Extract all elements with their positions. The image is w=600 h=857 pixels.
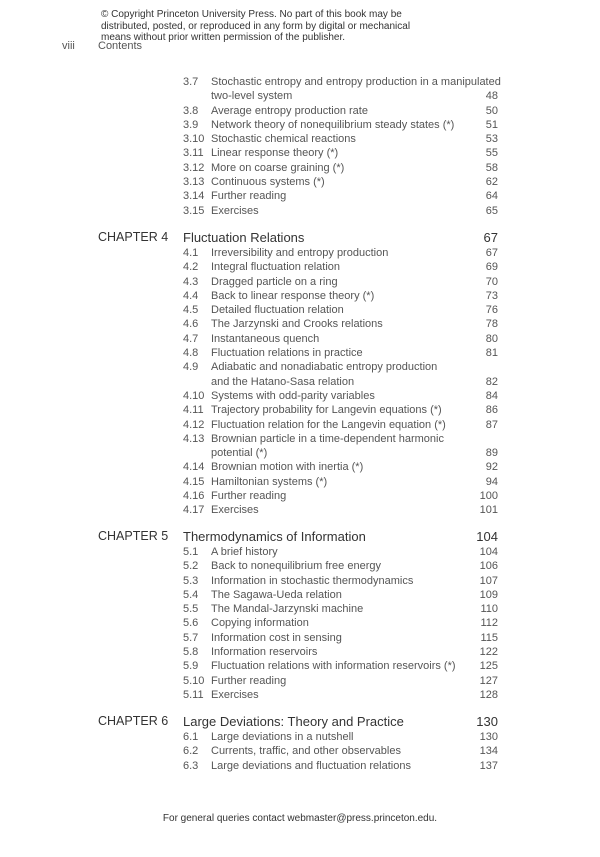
section-title: Information reservoirs bbox=[211, 646, 318, 659]
toc-entry bbox=[98, 602, 498, 616]
section-title: The Jarzynski and Crooks relations bbox=[211, 318, 383, 331]
section-title: Large deviations and fluctuation relations bbox=[211, 759, 411, 772]
section-page: 64 bbox=[485, 190, 498, 203]
section-title: Linear response theory (*) bbox=[211, 147, 339, 160]
toc-block bbox=[98, 714, 498, 773]
section-page: 106 bbox=[479, 560, 498, 573]
section-title: Brownian particle in a time-dependent harmonic bbox=[211, 432, 444, 445]
section-number: 4.2 bbox=[183, 261, 199, 274]
section-page: 104 bbox=[479, 546, 498, 558]
copyright-line: distributed, posted, or reproduced in any form by digital or mechanical bbox=[101, 20, 411, 32]
section-number: 3.15 bbox=[183, 204, 205, 217]
toc-entry bbox=[98, 204, 498, 218]
section-title: Hamiltonian systems (*) bbox=[211, 475, 328, 488]
section-page: 87 bbox=[485, 418, 498, 431]
toc-entry bbox=[98, 118, 498, 132]
section-page: 73 bbox=[485, 289, 498, 302]
toc-entry bbox=[98, 559, 498, 573]
section-page: 58 bbox=[485, 161, 498, 174]
section-title: Information in stochastic thermodynamics bbox=[211, 574, 414, 587]
section-title: Further reading bbox=[211, 190, 287, 203]
section-page: 122 bbox=[479, 646, 498, 659]
section-title: Brownian motion with inertia (*) bbox=[211, 461, 364, 474]
section-number: 3.10 bbox=[183, 133, 205, 146]
toc-entry bbox=[98, 432, 498, 446]
section-number: 4.8 bbox=[183, 347, 199, 360]
section-title: More on coarse graining (*) bbox=[211, 161, 345, 174]
toc-entry bbox=[98, 289, 498, 303]
section-number: 5.3 bbox=[183, 574, 199, 587]
section-page: 110 bbox=[480, 603, 498, 616]
section-title: Large deviations in a nutshell bbox=[211, 731, 354, 743]
section-page: 92 bbox=[485, 461, 498, 474]
chapter-label: CHAPTER 6 bbox=[98, 714, 169, 728]
section-number: 4.3 bbox=[183, 275, 199, 288]
section-number: 3.12 bbox=[183, 161, 205, 174]
toc-block bbox=[98, 75, 501, 218]
section-number: 4.17 bbox=[183, 504, 205, 517]
section-page: 65 bbox=[485, 204, 498, 217]
section-title: potential (*) bbox=[211, 447, 268, 460]
toc-entry bbox=[98, 332, 498, 346]
section-page: 80 bbox=[485, 332, 498, 345]
toc-entry bbox=[98, 545, 498, 559]
section-number: 4.13 bbox=[183, 432, 205, 445]
section-number: 4.5 bbox=[183, 304, 199, 317]
chapter-heading bbox=[98, 529, 498, 545]
section-page: 81 bbox=[485, 347, 498, 360]
section-number: 4.4 bbox=[183, 289, 199, 302]
toc-entry bbox=[98, 730, 498, 744]
section-page: 84 bbox=[485, 389, 498, 402]
section-title: Currents, traffic, and other observables bbox=[211, 745, 401, 758]
section-number: 6.1 bbox=[183, 731, 199, 743]
section-title: Information cost in sensing bbox=[211, 631, 342, 644]
section-title: Network theory of nonequilibrium steady states (*) bbox=[211, 118, 455, 131]
section-number: 3.13 bbox=[183, 176, 205, 189]
section-page: 48 bbox=[485, 90, 498, 103]
section-number: 3.7 bbox=[183, 76, 199, 88]
toc-entry bbox=[98, 588, 498, 602]
section-page: 101 bbox=[479, 504, 498, 517]
chapter-page: 67 bbox=[483, 230, 498, 245]
section-title: Continuous systems (*) bbox=[211, 176, 325, 189]
toc-entry bbox=[98, 104, 498, 118]
section-title: Exercises bbox=[211, 688, 259, 701]
section-number: 5.5 bbox=[183, 603, 199, 616]
toc-entry bbox=[98, 489, 498, 503]
toc-entry bbox=[98, 375, 498, 389]
chapter-label: CHAPTER 4 bbox=[98, 230, 169, 244]
toc-entry bbox=[98, 460, 498, 474]
section-page: 137 bbox=[479, 759, 498, 772]
toc-entry bbox=[98, 132, 498, 146]
toc-entry bbox=[98, 446, 498, 460]
section-title: Adiabatic and nonadiabatic entropy production bbox=[211, 361, 438, 374]
toc-entry bbox=[98, 674, 498, 688]
section-page: 134 bbox=[479, 745, 498, 758]
section-title: Systems with odd-parity variables bbox=[211, 389, 375, 402]
section-number: 4.15 bbox=[183, 475, 205, 488]
section-page: 82 bbox=[485, 375, 498, 388]
section-number: 5.4 bbox=[183, 588, 199, 601]
section-page: 78 bbox=[485, 318, 498, 331]
toc-entry bbox=[98, 303, 498, 317]
toc-entry bbox=[98, 275, 498, 289]
section-number: 5.8 bbox=[183, 646, 199, 659]
section-page: 127 bbox=[479, 674, 498, 687]
toc-entry bbox=[98, 146, 498, 160]
section-page: 70 bbox=[485, 275, 498, 288]
toc-entry bbox=[98, 260, 498, 274]
toc-entry bbox=[98, 503, 498, 517]
toc-block bbox=[98, 230, 498, 518]
section-page: 115 bbox=[480, 631, 498, 644]
section-title: Exercises bbox=[211, 204, 259, 217]
section-title: Exercises bbox=[211, 504, 259, 517]
toc-entry bbox=[98, 360, 498, 374]
toc-entry bbox=[98, 744, 498, 758]
section-title: Further reading bbox=[211, 674, 287, 687]
section-title: and the Hatano-Sasa relation bbox=[211, 375, 355, 388]
section-title: Fluctuation relation for the Langevin equation (*) bbox=[211, 418, 446, 431]
section-number: 4.7 bbox=[183, 332, 199, 345]
section-page: 76 bbox=[485, 304, 498, 317]
toc-entry bbox=[98, 389, 498, 403]
section-page: 67 bbox=[485, 247, 498, 259]
section-number: 5.10 bbox=[183, 674, 205, 687]
section-title: Detailed fluctuation relation bbox=[211, 304, 344, 317]
section-page: 89 bbox=[485, 447, 498, 460]
section-number: 4.14 bbox=[183, 461, 205, 474]
section-title: The Mandal-Jarzynski machine bbox=[211, 603, 364, 616]
section-number: 4.16 bbox=[183, 490, 205, 503]
toc-entry bbox=[98, 574, 498, 588]
section-title: Stochastic entropy and entropy production in a manipulated bbox=[211, 76, 501, 88]
section-page: 125 bbox=[479, 660, 498, 673]
section-page: 94 bbox=[485, 475, 498, 488]
section-title: Stochastic chemical reactions bbox=[211, 133, 356, 146]
toc-entry bbox=[98, 688, 498, 702]
chapter-title: Thermodynamics of Information bbox=[183, 529, 366, 544]
running-head-title: Contents bbox=[98, 40, 143, 52]
section-page: 86 bbox=[485, 404, 498, 417]
copyright-line: means without prior written permission of the publisher. bbox=[101, 32, 346, 43]
section-title: Back to nonequilibrium free energy bbox=[211, 560, 381, 573]
section-page: 130 bbox=[479, 731, 498, 743]
toc-entry bbox=[98, 759, 498, 773]
toc-entry bbox=[98, 75, 501, 89]
chapter-title: Fluctuation Relations bbox=[183, 230, 305, 245]
section-title: Fluctuation relations with information reservoirs (*) bbox=[211, 660, 456, 673]
section-title: Back to linear response theory (*) bbox=[211, 289, 375, 302]
section-number: 4.12 bbox=[183, 418, 205, 431]
section-title: Copying information bbox=[211, 617, 309, 630]
section-number: 5.2 bbox=[183, 560, 199, 573]
copyright-notice bbox=[101, 9, 461, 44]
section-page: 50 bbox=[485, 104, 498, 117]
section-page: 128 bbox=[479, 688, 498, 701]
toc-entry bbox=[98, 475, 498, 489]
toc-entry bbox=[98, 616, 498, 630]
toc-entry bbox=[98, 659, 498, 673]
toc-entry bbox=[98, 631, 498, 645]
section-title: A brief history bbox=[211, 546, 278, 558]
section-title: Further reading bbox=[211, 490, 287, 503]
chapter-page: 104 bbox=[476, 529, 498, 544]
section-title: Trajectory probability for Langevin equations (*) bbox=[211, 404, 442, 417]
section-number: 6.3 bbox=[183, 759, 199, 772]
section-title: Integral fluctuation relation bbox=[211, 261, 341, 274]
chapter-label: CHAPTER 5 bbox=[98, 529, 169, 543]
toc-entry bbox=[98, 346, 498, 360]
chapter-heading bbox=[98, 230, 498, 246]
section-title: Dragged particle on a ring bbox=[211, 275, 338, 288]
section-page: 55 bbox=[485, 147, 498, 160]
section-title: Instantaneous quench bbox=[211, 332, 320, 345]
copyright-line: © Copyright Princeton University Press. No part of this book may be bbox=[101, 9, 402, 20]
toc-entry bbox=[98, 161, 498, 175]
section-page: 53 bbox=[485, 133, 498, 146]
section-page: 69 bbox=[485, 261, 498, 274]
section-title: The Sagawa-Ueda relation bbox=[211, 588, 342, 601]
toc-entry bbox=[98, 317, 498, 331]
section-number: 4.1 bbox=[183, 247, 199, 259]
toc-entry bbox=[98, 403, 498, 417]
section-title: Irreversibility and entropy production bbox=[211, 247, 389, 259]
chapter-title: Large Deviations: Theory and Practice bbox=[183, 714, 404, 729]
toc-entry bbox=[98, 89, 498, 103]
toc-entry bbox=[98, 175, 498, 189]
section-number: 5.7 bbox=[183, 631, 199, 644]
page-number: viii bbox=[62, 40, 75, 52]
toc-entry bbox=[98, 189, 498, 203]
section-title: Fluctuation relations in practice bbox=[211, 347, 363, 360]
section-title: Average entropy production rate bbox=[211, 104, 368, 117]
section-number: 5.1 bbox=[183, 546, 199, 558]
section-page: 62 bbox=[485, 176, 498, 189]
chapter-page: 130 bbox=[476, 714, 498, 729]
section-page: 112 bbox=[480, 617, 498, 630]
footer-contact: For general queries contact webmaster@press.princeton.edu. bbox=[162, 813, 438, 824]
section-number: 6.2 bbox=[183, 745, 199, 758]
toc-entry bbox=[98, 418, 498, 432]
section-number: 4.9 bbox=[183, 361, 199, 374]
toc-block bbox=[98, 529, 498, 702]
section-page: 109 bbox=[479, 588, 498, 601]
toc-entry bbox=[98, 645, 498, 659]
section-number: 5.11 bbox=[183, 688, 204, 701]
section-page: 107 bbox=[479, 574, 498, 587]
section-number: 4.11 bbox=[183, 404, 204, 417]
section-number: 4.10 bbox=[183, 389, 205, 402]
section-number: 4.6 bbox=[183, 318, 199, 331]
section-number: 3.9 bbox=[183, 118, 199, 131]
section-page: 100 bbox=[479, 490, 498, 503]
chapter-heading bbox=[98, 714, 498, 730]
section-number: 5.9 bbox=[183, 660, 199, 673]
section-number: 3.14 bbox=[183, 190, 205, 203]
section-number: 3.8 bbox=[183, 104, 199, 117]
section-title: two-level system bbox=[211, 90, 293, 103]
section-number: 5.6 bbox=[183, 617, 199, 630]
section-page: 51 bbox=[485, 118, 498, 131]
toc-entry bbox=[98, 246, 498, 260]
section-number: 3.11 bbox=[183, 147, 204, 160]
